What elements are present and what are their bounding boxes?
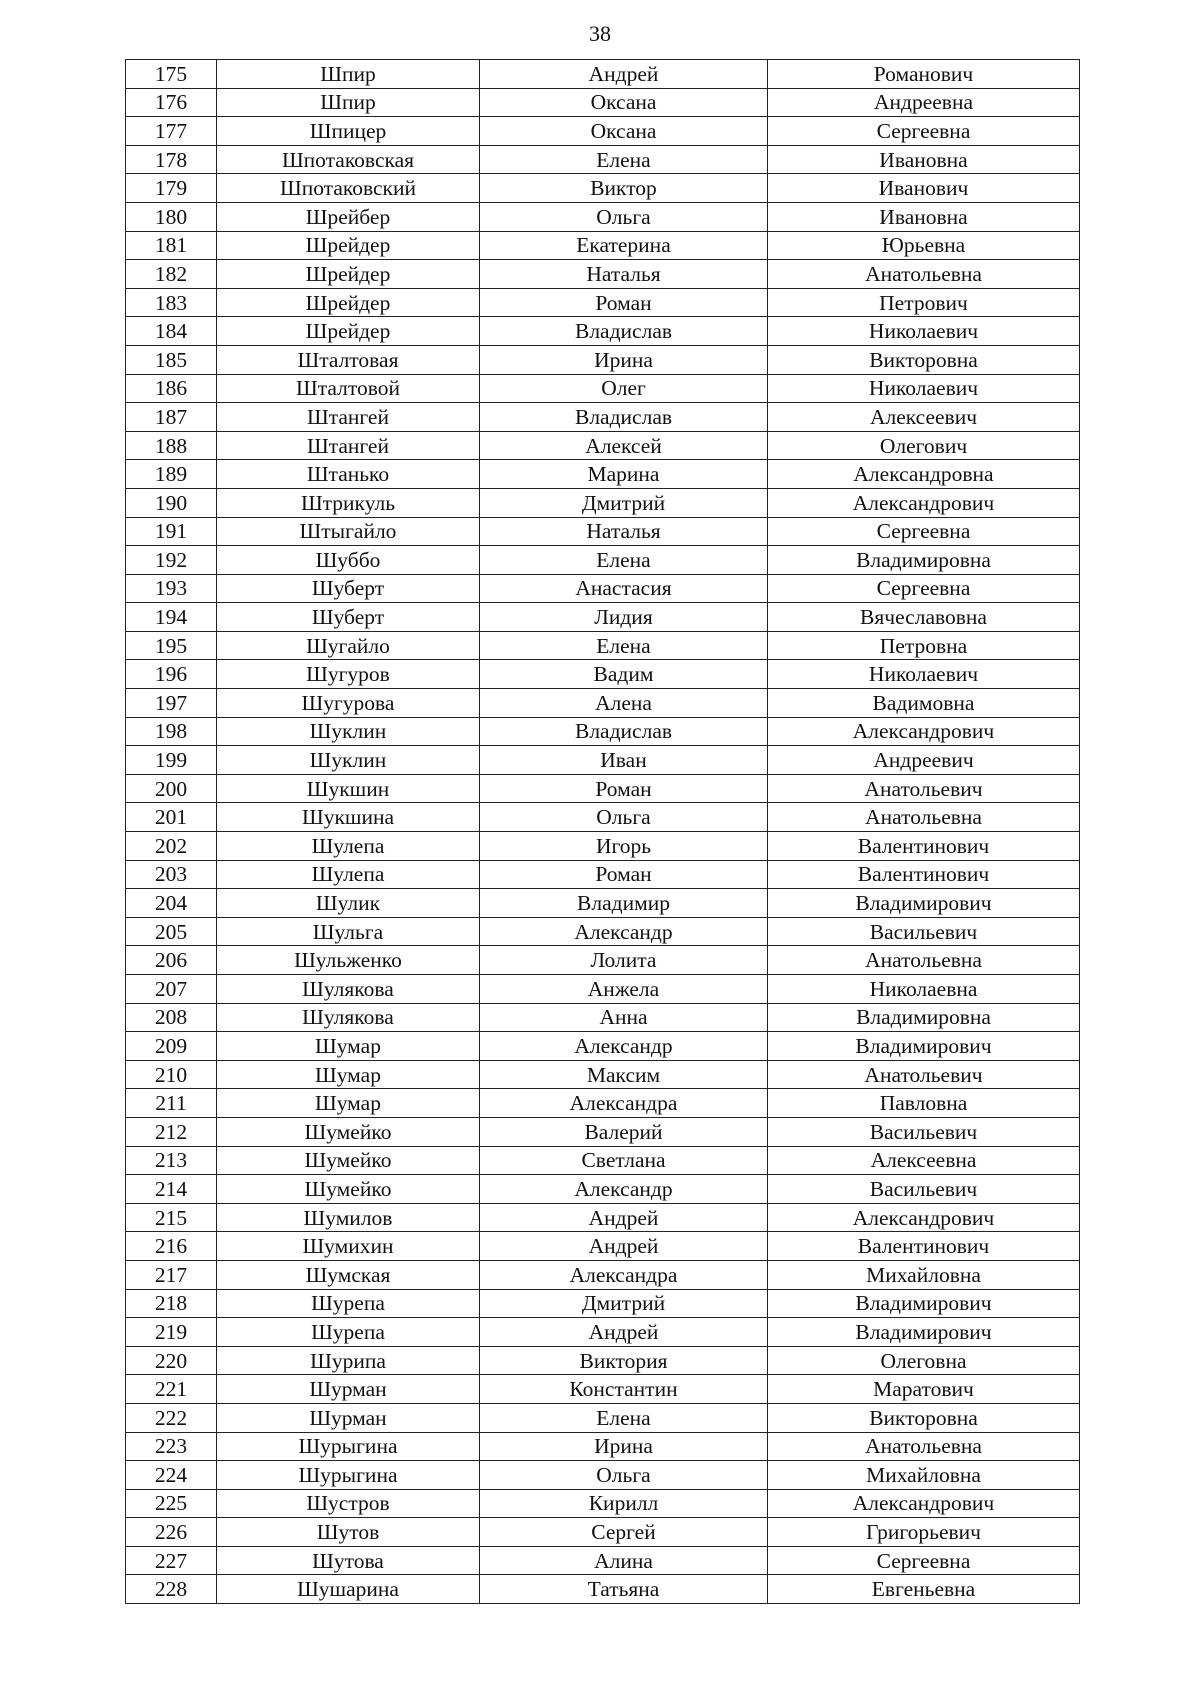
table-row [126,946,1080,975]
row-number-cell: 176 [126,88,217,117]
first-name-cell: Олег [480,374,768,403]
last-name-cell: Шурман [217,1375,480,1404]
last-name-cell: Шугуров [217,660,480,689]
patronymic-cell: Николаевич [768,660,1080,689]
table-row [126,546,1080,575]
last-name-cell: Шпир [217,88,480,117]
row-number-cell: 188 [126,431,217,460]
last-name-cell: Шулякова [217,975,480,1004]
last-name-cell: Штангей [217,403,480,432]
first-name-cell: Ирина [480,345,768,374]
first-name-cell: Виктория [480,1346,768,1375]
patronymic-cell: Николаевич [768,317,1080,346]
last-name-cell: Шурыгина [217,1432,480,1461]
table-row [126,288,1080,317]
patronymic-cell: Вадимовна [768,689,1080,718]
patronymic-cell: Петрович [768,288,1080,317]
patronymic-cell: Евгеньевна [768,1575,1080,1604]
last-name-cell: Шулепа [217,860,480,889]
row-number-cell: 186 [126,374,217,403]
row-number-cell: 194 [126,603,217,632]
last-name-cell: Шуберт [217,574,480,603]
patronymic-cell: Александрович [768,1489,1080,1518]
row-number-cell: 209 [126,1032,217,1061]
table-row [126,1346,1080,1375]
row-number-cell: 203 [126,860,217,889]
first-name-cell: Алексей [480,431,768,460]
last-name-cell: Шулякова [217,1003,480,1032]
first-name-cell: Марина [480,460,768,489]
row-number-cell: 228 [126,1575,217,1604]
row-number-cell: 196 [126,660,217,689]
patronymic-cell: Владимирович [768,1289,1080,1318]
row-number-cell: 180 [126,202,217,231]
patronymic-cell: Владимировна [768,1003,1080,1032]
last-name-cell: Шумар [217,1089,480,1118]
table-row [126,174,1080,203]
first-name-cell: Дмитрий [480,488,768,517]
table-row [126,88,1080,117]
table-row [126,832,1080,861]
patronymic-cell: Васильевич [768,1117,1080,1146]
table-row [126,1461,1080,1490]
table-row [126,1117,1080,1146]
last-name-cell: Шумихин [217,1232,480,1261]
last-name-cell: Шумейко [217,1175,480,1204]
first-name-cell: Анастасия [480,574,768,603]
row-number-cell: 227 [126,1546,217,1575]
patronymic-cell: Романович [768,60,1080,89]
first-name-cell: Константин [480,1375,768,1404]
first-name-cell: Сергей [480,1518,768,1547]
patronymic-cell: Владимирович [768,1318,1080,1347]
first-name-cell: Елена [480,145,768,174]
patronymic-cell: Михайловна [768,1461,1080,1490]
table-row [126,488,1080,517]
last-name-cell: Шурипа [217,1346,480,1375]
patronymic-cell: Анатольевна [768,1432,1080,1461]
patronymic-cell: Михайловна [768,1260,1080,1289]
last-name-cell: Шуббо [217,546,480,575]
last-name-cell: Шталтовой [217,374,480,403]
table-row [126,317,1080,346]
table-row [126,60,1080,89]
first-name-cell: Оксана [480,88,768,117]
patronymic-cell: Анатольевна [768,946,1080,975]
row-number-cell: 205 [126,917,217,946]
table-row [126,774,1080,803]
patronymic-cell: Валентинович [768,860,1080,889]
first-name-cell: Владислав [480,317,768,346]
patronymic-cell: Викторовна [768,345,1080,374]
table-row [126,1146,1080,1175]
first-name-cell: Роман [480,288,768,317]
last-name-cell: Шрейдер [217,231,480,260]
last-name-cell: Шрейдер [217,260,480,289]
patronymic-cell: Викторовна [768,1403,1080,1432]
first-name-cell: Алина [480,1546,768,1575]
last-name-cell: Шулик [217,889,480,918]
last-name-cell: Шпицер [217,117,480,146]
table-row [126,660,1080,689]
row-number-cell: 198 [126,717,217,746]
last-name-cell: Шумилов [217,1203,480,1232]
row-number-cell: 197 [126,689,217,718]
patronymic-cell: Васильевич [768,1175,1080,1204]
table-row [126,460,1080,489]
table-row [126,403,1080,432]
first-name-cell: Андрей [480,1318,768,1347]
first-name-cell: Елена [480,546,768,575]
table-row [126,1432,1080,1461]
row-number-cell: 223 [126,1432,217,1461]
first-name-cell: Валерий [480,1117,768,1146]
table-row [126,431,1080,460]
patronymic-cell: Анатольевич [768,1060,1080,1089]
patronymic-cell: Вячеславовна [768,603,1080,632]
last-name-cell: Шумар [217,1060,480,1089]
last-name-cell: Шурыгина [217,1461,480,1490]
table-row [126,1260,1080,1289]
row-number-cell: 191 [126,517,217,546]
table-row [126,889,1080,918]
first-name-cell: Алена [480,689,768,718]
table-row [126,202,1080,231]
patronymic-cell: Александрович [768,488,1080,517]
last-name-cell: Шуклин [217,717,480,746]
row-number-cell: 216 [126,1232,217,1261]
last-name-cell: Шустров [217,1489,480,1518]
first-name-cell: Виктор [480,174,768,203]
patronymic-cell: Александрович [768,717,1080,746]
patronymic-cell: Алексеевна [768,1146,1080,1175]
patronymic-cell: Александровна [768,460,1080,489]
row-number-cell: 181 [126,231,217,260]
table-row [126,517,1080,546]
first-name-cell: Александра [480,1089,768,1118]
first-name-cell: Роман [480,860,768,889]
patronymic-cell: Сергеевна [768,117,1080,146]
last-name-cell: Штангей [217,431,480,460]
row-number-cell: 178 [126,145,217,174]
names-table [125,59,1080,1604]
table-row [126,1318,1080,1347]
table-row [126,1003,1080,1032]
first-name-cell: Владислав [480,403,768,432]
table-row [126,1375,1080,1404]
first-name-cell: Иван [480,746,768,775]
first-name-cell: Дмитрий [480,1289,768,1318]
row-number-cell: 175 [126,60,217,89]
row-number-cell: 177 [126,117,217,146]
first-name-cell: Александр [480,1175,768,1204]
first-name-cell: Лолита [480,946,768,975]
first-name-cell: Александр [480,917,768,946]
page-number: 38 [589,21,611,46]
last-name-cell: Шрейдер [217,317,480,346]
last-name-cell: Шукшина [217,803,480,832]
row-number-cell: 206 [126,946,217,975]
last-name-cell: Шталтовая [217,345,480,374]
first-name-cell: Анна [480,1003,768,1032]
patronymic-cell: Олеговна [768,1346,1080,1375]
table-row [126,1289,1080,1318]
row-number-cell: 226 [126,1518,217,1547]
last-name-cell: Шрейдер [217,288,480,317]
row-number-cell: 222 [126,1403,217,1432]
first-name-cell: Игорь [480,832,768,861]
patronymic-cell: Владимировна [768,546,1080,575]
row-number-cell: 183 [126,288,217,317]
first-name-cell: Наталья [480,517,768,546]
last-name-cell: Шукшин [217,774,480,803]
table-row [126,1203,1080,1232]
first-name-cell: Елена [480,631,768,660]
row-number-cell: 220 [126,1346,217,1375]
last-name-cell: Шутова [217,1546,480,1575]
last-name-cell: Шугайло [217,631,480,660]
table-row [126,374,1080,403]
row-number-cell: 182 [126,260,217,289]
patronymic-cell: Валентинович [768,1232,1080,1261]
patronymic-cell: Ивановна [768,202,1080,231]
last-name-cell: Шушарина [217,1575,480,1604]
table-row [126,603,1080,632]
row-number-cell: 218 [126,1289,217,1318]
row-number-cell: 213 [126,1146,217,1175]
table-row [126,1518,1080,1547]
first-name-cell: Роман [480,774,768,803]
last-name-cell: Шумар [217,1032,480,1061]
first-name-cell: Лидия [480,603,768,632]
row-number-cell: 204 [126,889,217,918]
table-row [126,631,1080,660]
row-number-cell: 179 [126,174,217,203]
patronymic-cell: Павловна [768,1089,1080,1118]
patronymic-cell: Анатольевна [768,803,1080,832]
first-name-cell: Андрей [480,1203,768,1232]
last-name-cell: Шуберт [217,603,480,632]
last-name-cell: Шумейко [217,1146,480,1175]
last-name-cell: Шумейко [217,1117,480,1146]
last-name-cell: Шпотаковская [217,145,480,174]
table-row [126,746,1080,775]
patronymic-cell: Анатольевна [768,260,1080,289]
table-row [126,1575,1080,1604]
last-name-cell: Штанько [217,460,480,489]
last-name-cell: Штыгайло [217,517,480,546]
table-row [126,860,1080,889]
row-number-cell: 202 [126,832,217,861]
row-number-cell: 185 [126,345,217,374]
last-name-cell: Шумская [217,1260,480,1289]
table-row [126,1489,1080,1518]
patronymic-cell: Сергеевна [768,574,1080,603]
last-name-cell: Шурепа [217,1289,480,1318]
table-row [126,1232,1080,1261]
first-name-cell: Ирина [480,1432,768,1461]
table-row [126,717,1080,746]
first-name-cell: Ольга [480,1461,768,1490]
row-number-cell: 193 [126,574,217,603]
patronymic-cell: Александрович [768,1203,1080,1232]
table-row [126,975,1080,1004]
row-number-cell: 192 [126,546,217,575]
patronymic-cell: Алексеевич [768,403,1080,432]
patronymic-cell: Николаевич [768,374,1080,403]
table-row [126,231,1080,260]
last-name-cell: Шрейбер [217,202,480,231]
first-name-cell: Ольга [480,202,768,231]
row-number-cell: 217 [126,1260,217,1289]
row-number-cell: 210 [126,1060,217,1089]
first-name-cell: Кирилл [480,1489,768,1518]
table-row [126,1089,1080,1118]
patronymic-cell: Григорьевич [768,1518,1080,1547]
patronymic-cell: Владимирович [768,889,1080,918]
row-number-cell: 184 [126,317,217,346]
table-row [126,803,1080,832]
row-number-cell: 221 [126,1375,217,1404]
patronymic-cell: Анатольевич [768,774,1080,803]
patronymic-cell: Петровна [768,631,1080,660]
last-name-cell: Шулепа [217,832,480,861]
table-row [126,117,1080,146]
table-row [126,1175,1080,1204]
table-row [126,345,1080,374]
row-number-cell: 212 [126,1117,217,1146]
table-row [126,689,1080,718]
names-table-body [126,60,1080,1604]
patronymic-cell: Николаевна [768,975,1080,1004]
patronymic-cell: Сергеевна [768,1546,1080,1575]
row-number-cell: 225 [126,1489,217,1518]
first-name-cell: Александр [480,1032,768,1061]
row-number-cell: 215 [126,1203,217,1232]
table-row [126,574,1080,603]
first-name-cell: Владислав [480,717,768,746]
patronymic-cell: Валентинович [768,832,1080,861]
table-row [126,917,1080,946]
last-name-cell: Шпотаковский [217,174,480,203]
row-number-cell: 200 [126,774,217,803]
last-name-cell: Шульженко [217,946,480,975]
row-number-cell: 219 [126,1318,217,1347]
table-row [126,1403,1080,1432]
row-number-cell: 208 [126,1003,217,1032]
first-name-cell: Татьяна [480,1575,768,1604]
last-name-cell: Шурман [217,1403,480,1432]
first-name-cell: Оксана [480,117,768,146]
last-name-cell: Штрикуль [217,488,480,517]
table-row [126,1060,1080,1089]
first-name-cell: Екатерина [480,231,768,260]
table-row [126,1546,1080,1575]
patronymic-cell: Васильевич [768,917,1080,946]
patronymic-cell: Иванович [768,174,1080,203]
patronymic-cell: Олегович [768,431,1080,460]
row-number-cell: 195 [126,631,217,660]
row-number-cell: 224 [126,1461,217,1490]
first-name-cell: Елена [480,1403,768,1432]
last-name-cell: Шугурова [217,689,480,718]
table-row [126,1032,1080,1061]
first-name-cell: Александра [480,1260,768,1289]
last-name-cell: Шуклин [217,746,480,775]
row-number-cell: 211 [126,1089,217,1118]
last-name-cell: Шульга [217,917,480,946]
row-number-cell: 190 [126,488,217,517]
first-name-cell: Вадим [480,660,768,689]
last-name-cell: Шпир [217,60,480,89]
patronymic-cell: Ивановна [768,145,1080,174]
table-row [126,145,1080,174]
row-number-cell: 187 [126,403,217,432]
first-name-cell: Анжела [480,975,768,1004]
patronymic-cell: Владимирович [768,1032,1080,1061]
first-name-cell: Светлана [480,1146,768,1175]
row-number-cell: 207 [126,975,217,1004]
first-name-cell: Максим [480,1060,768,1089]
patronymic-cell: Юрьевна [768,231,1080,260]
last-name-cell: Шутов [217,1518,480,1547]
first-name-cell: Ольга [480,803,768,832]
table-row [126,260,1080,289]
patronymic-cell: Андреевна [768,88,1080,117]
row-number-cell: 201 [126,803,217,832]
patronymic-cell: Андреевич [768,746,1080,775]
first-name-cell: Андрей [480,1232,768,1261]
first-name-cell: Андрей [480,60,768,89]
first-name-cell: Наталья [480,260,768,289]
patronymic-cell: Маратович [768,1375,1080,1404]
row-number-cell: 189 [126,460,217,489]
first-name-cell: Владимир [480,889,768,918]
row-number-cell: 214 [126,1175,217,1204]
last-name-cell: Шурепа [217,1318,480,1347]
patronymic-cell: Сергеевна [768,517,1080,546]
row-number-cell: 199 [126,746,217,775]
